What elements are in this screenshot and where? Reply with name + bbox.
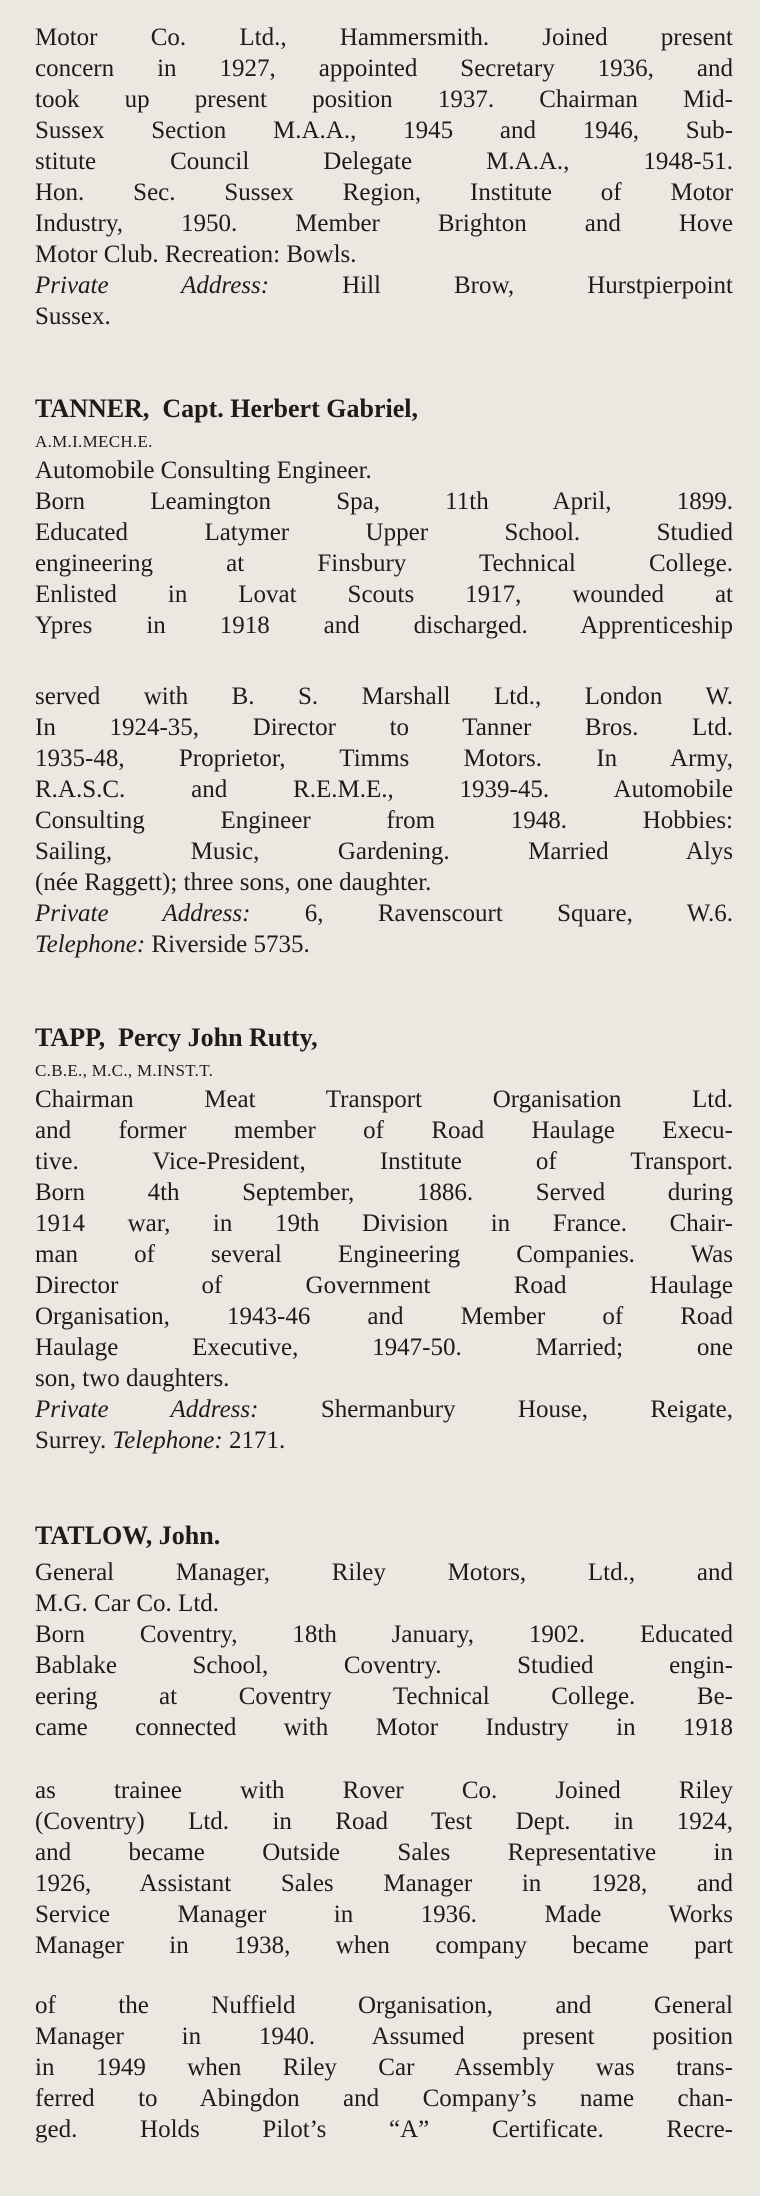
entry-heading — [35, 1520, 733, 1551]
text-line: Hon. Sec. Sussex Region, Institute of Motor — [35, 179, 733, 206]
text-line: engineering at Finsbury Technical College. — [35, 550, 733, 577]
private-address: Shermanbury House, Reigate, — [320, 1396, 733, 1423]
private-address-line — [35, 270, 733, 301]
private-address-cont: Sussex. — [35, 303, 111, 330]
text-line: came connected with Motor Industry in 1918 — [35, 1714, 733, 1741]
private-address-label: Private Address: — [35, 272, 270, 299]
text-line: son, two daughters. — [35, 1365, 230, 1392]
text-line: General Manager, Riley Motors, Ltd., and — [35, 1559, 733, 1586]
private-address-label: Private Address: — [35, 900, 251, 927]
text-line: Sailing, Music, Gardening. Married Alys — [35, 838, 733, 865]
entry-surname: TATLOW, — [35, 1521, 153, 1550]
private-address-cont: Surrey. — [35, 1427, 107, 1454]
text-line: Bablake School, Coventry. Studied engin- — [35, 1652, 733, 1679]
text-line: (née Raggett); three sons, one daughter. — [35, 869, 432, 896]
telephone-number: Riverside 5735. — [151, 931, 310, 958]
text-line: Organisation, 1943-46 and Member of Road — [35, 1303, 733, 1330]
entry-heading — [35, 393, 733, 424]
text-line: Consulting Engineer from 1948. Hobbies: — [35, 807, 733, 834]
text-line: Ypres in 1918 and discharged. Apprenticeship — [35, 612, 733, 639]
entry-forenames: Capt. Herbert Gabriel, — [162, 394, 418, 423]
address-telephone-line — [35, 1425, 733, 1456]
private-address-line — [35, 1394, 733, 1425]
text-line: ged. Holds Pilot’s “A” Certificate. Recre- — [35, 2116, 733, 2143]
entry-qualifications: C.B.E., M.C., M.INST.T. — [35, 1061, 214, 1080]
text-line: and became Outside Sales Representative in — [35, 1839, 733, 1866]
private-address-label: Private Address: — [35, 1396, 259, 1423]
telephone-number: 2171. — [228, 1427, 286, 1454]
telephone-label: Telephone: — [112, 1427, 223, 1454]
private-address: Hill Brow, Hurstpierpoint — [342, 272, 733, 299]
text-line: R.A.S.C. and R.E.M.E., 1939-45. Automobile — [35, 776, 733, 803]
text-line: Motor Co. Ltd., Hammersmith. Joined present — [35, 24, 733, 51]
telephone-label: Telephone: — [35, 931, 146, 958]
private-address: 6, Ravenscourt Square, W.6. — [304, 900, 733, 927]
text-line: took up present position 1937. Chairman Mid- — [35, 86, 733, 113]
text-line: man of several Engineering Companies. Was — [35, 1241, 733, 1268]
text-line: 1926, Assistant Sales Manager in 1928, and — [35, 1870, 733, 1897]
text-line: M.G. Car Co. Ltd. — [35, 1590, 220, 1617]
entry-forenames: Percy John Rutty, — [118, 1023, 318, 1052]
text-line: Manager in 1940. Assumed present position — [35, 2023, 733, 2050]
text-line: Sussex Section M.A.A., 1945 and 1946, Sub- — [35, 117, 733, 144]
text-line: ferred to Abingdon and Company’s name chan- — [35, 2085, 733, 2112]
text-line: (Coventry) Ltd. in Road Test Dept. in 1924, — [35, 1808, 733, 1835]
text-line: in 1949 when Riley Car Assembly was trans- — [35, 2054, 733, 2081]
entry-surname: TANNER, — [35, 394, 150, 423]
text-line: Educated Latymer Upper School. Studied — [35, 519, 733, 546]
text-line: Born 4th September, 1886. Served during — [35, 1179, 733, 1206]
text-line: 1935-48, Proprietor, Timms Motors. In Army, — [35, 745, 733, 772]
text-line: as trainee with Rover Co. Joined Riley — [35, 1777, 733, 1804]
text-line: Industry, 1950. Member Brighton and Hove — [35, 210, 733, 237]
text-line: In 1924-35, Director to Tanner Bros. Ltd. — [35, 714, 733, 741]
text-line: eering at Coventry Technical College. Be- — [35, 1683, 733, 1710]
text-line: Chairman Meat Transport Organisation Ltd. — [35, 1086, 733, 1113]
text-line: served with B. S. Marshall Ltd., London W. — [35, 683, 733, 710]
entry-surname: TAPP, — [35, 1023, 106, 1052]
text-line: and former member of Road Haulage Execu- — [35, 1117, 733, 1144]
entry-heading — [35, 1022, 733, 1053]
text-line: Service Manager in 1936. Made Works — [35, 1901, 733, 1928]
text-line: Born Leamington Spa, 11th April, 1899. — [35, 488, 733, 515]
entry-qualifications: A.M.I.MECH.E. — [35, 432, 153, 451]
text-line: Director of Government Road Haulage — [35, 1272, 733, 1299]
private-address-line — [35, 898, 733, 929]
text-line: Haulage Executive, 1947-50. Married; one — [35, 1334, 733, 1361]
entry-forenames: John. — [158, 1521, 221, 1550]
text-line: concern in 1927, appointed Secretary 1936, and — [35, 55, 733, 82]
text-line: tive. Vice-President, Institute of Transport. — [35, 1148, 733, 1175]
text-line: 1914 war, in 19th Division in France. Chair- — [35, 1210, 733, 1237]
text-line: Motor Club. Recreation: Bowls. — [35, 241, 357, 268]
text-line: Manager in 1938, when company became part — [35, 1932, 733, 1959]
text-line: Automobile Consulting Engineer. — [35, 457, 372, 484]
text-line: of the Nuffield Organisation, and General — [35, 1992, 733, 2019]
text-line: Born Coventry, 18th January, 1902. Educated — [35, 1621, 733, 1648]
telephone-line — [35, 929, 733, 960]
text-line: stitute Council Delegate M.A.A., 1948-51. — [35, 148, 733, 175]
text-line: Enlisted in Lovat Scouts 1917, wounded at — [35, 581, 733, 608]
